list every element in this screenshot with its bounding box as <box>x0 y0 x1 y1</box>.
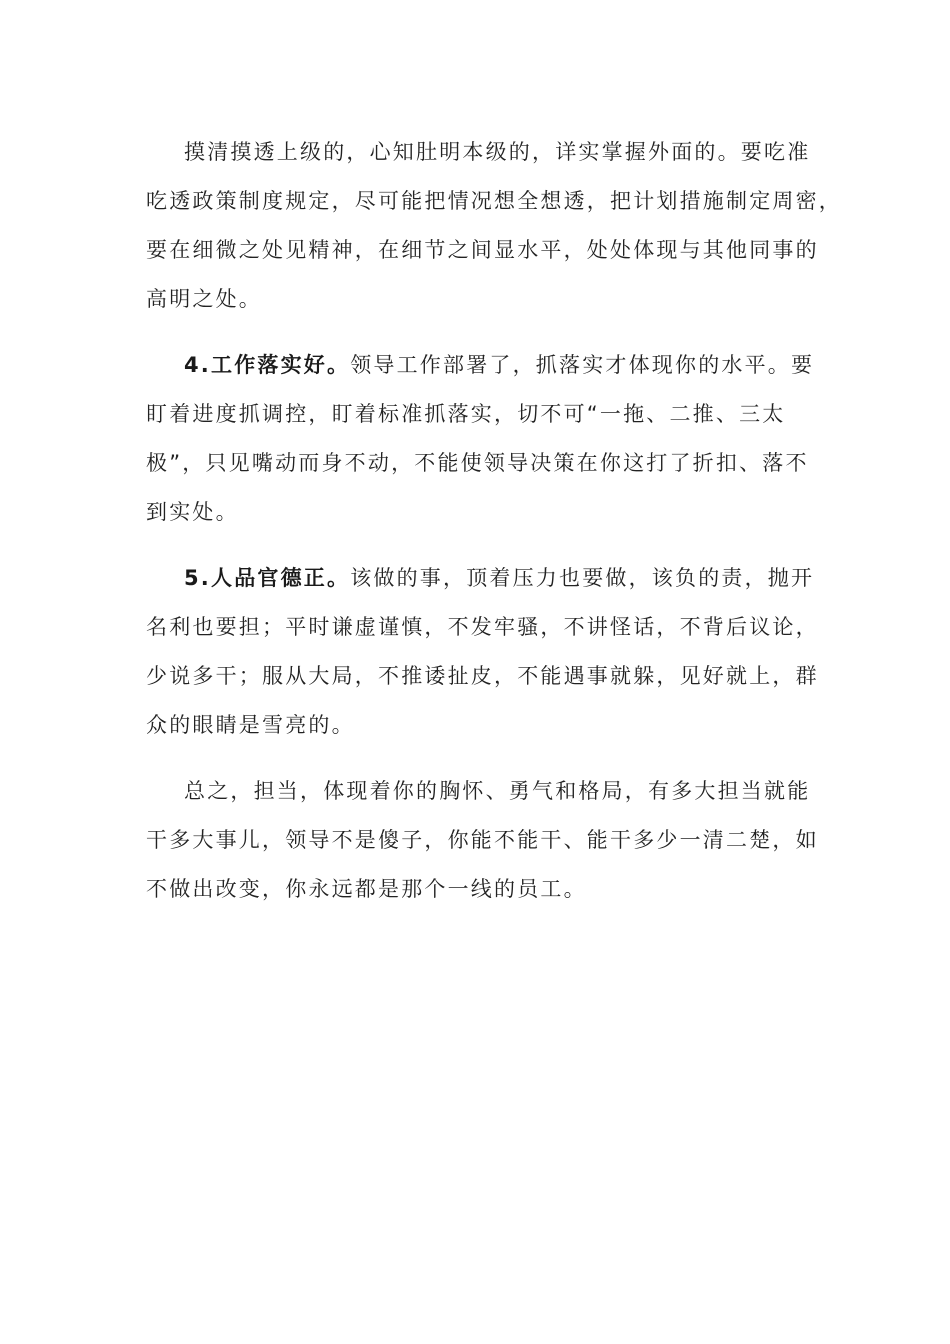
paragraph-line: 高明之处。 <box>146 287 262 311</box>
paragraph-line: 总之，担当，体现着你的胸怀、勇气和格局，有多大担当就能 <box>184 779 811 803</box>
paragraph-line: 领导工作部署了，抓落实才体现你的水平。要 <box>350 353 815 377</box>
paragraph-line: 该做的事，顶着压力也要做，该负的责，抛开 <box>350 566 815 590</box>
paragraph-line: 吃透政策制度规定，尽可能把情况想全想透，把计划措施制定周密， <box>146 189 842 213</box>
paragraph-line: 名利也要担；平时谦虚谨慎，不发牢骚，不讲怪话，不背后议论， <box>146 615 819 639</box>
paragraph-character-ethics <box>146 554 819 750</box>
paragraph-line: 摸清摸透上级的，心知肚明本级的，详实掌握外面的。要吃准 <box>184 140 811 164</box>
paragraph-understand-situation <box>146 128 842 324</box>
paragraph-line: 少说多干；服从大局，不推诿扯皮，不能遇事就躲，见好就上，群 <box>146 664 819 688</box>
paragraph-first-line <box>146 341 816 390</box>
paragraph-conclusion <box>146 767 819 914</box>
paragraph-line: 盯着进度抓调控，盯着标准抓落实，切不可“一拖、二推、三太 <box>146 402 786 426</box>
document-body <box>146 128 842 931</box>
paragraph-line: 众的眼睛是雪亮的。 <box>146 713 355 737</box>
paragraph-line: 干多大事儿，领导不是傻子，你能不能干、能干多少一清二楚，如 <box>146 828 819 852</box>
paragraph-first-line <box>146 554 816 603</box>
paragraph-work-implementation <box>146 341 816 537</box>
paragraph-line: 极”，只见嘴动而身不动，不能使领导决策在你这打了折扣、落不 <box>146 451 809 475</box>
paragraph-line: 要在细微之处见精神，在细节之间显水平，处处体现与其他同事的 <box>146 238 819 262</box>
section-heading: 5.人品官德正。 <box>184 566 351 590</box>
paragraph-line: 不做出改变，你永远都是那个一线的员工。 <box>146 877 587 901</box>
paragraph-line: 到实处。 <box>146 500 239 524</box>
section-heading: 4.工作落实好。 <box>184 353 351 377</box>
